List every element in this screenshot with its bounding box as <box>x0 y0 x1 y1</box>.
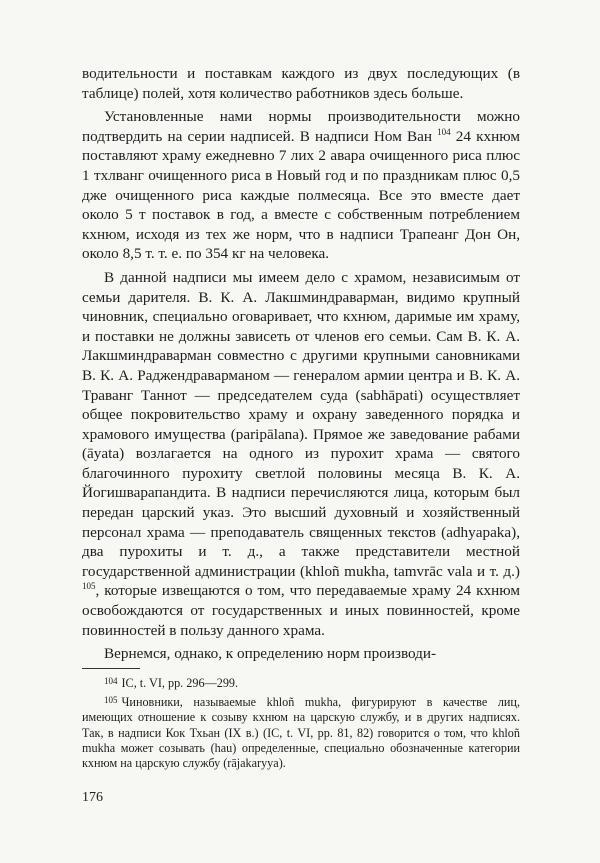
paragraph-text: Установленные нами нормы производительности можно подтвердить на серии надписей. В надписи Ном Ван <box>82 108 520 145</box>
main-text <box>82 64 520 664</box>
footnote <box>82 674 520 691</box>
footnotes <box>82 674 520 771</box>
footnote-number: 104 <box>104 676 118 686</box>
paragraph-text: В данной надписи мы имеем дело с храмом, независимым от семьи дарителя. В. К. А. Лакшминдраварман, видимо крупный чиновник, специально оговаривает, что кхнюм, даримые им храму, и поставки не должны зависеть от членов его семьи. Сам В. К. А. Лакшминдраварман совместно с другими крупными сановниками В. К. А. Раджендраварманом — генералом армии центра и В. К. А. Траванг Таннот — председателем суда (sabhāpati) осуществляет общее покровительство храму и охрану заведенного порядка и храмового имущества (paripālana). Прямое же заведование рабами (āyata) возлагается на одного из пурохит храма — святого благочинного пурохиту светлой половины месяца В. К. А. Йогишварапандита. В надписи перечисляются лица, которым был передан царский указ. Это высший духовный и хозяйственный персонал храма — преподаватель священных текстов (adhyapaka), два пурохиты и т. д., а также представители местной государственной администрации (khloñ mukha, tamvrāc vala и т. д.) <box>82 268 520 580</box>
footnote-number: 105 <box>104 695 118 706</box>
paragraph <box>82 268 520 640</box>
footnote-ref: 105 <box>82 581 96 592</box>
footnote-ref: 104 <box>437 126 451 137</box>
footnote-text: Чиновники, называемые khloñ mukha, фигурируют в качестве лиц, имеющих отношение к созыву кхнюм на царскую службу, и в других надписях. Так, в надписи Кок Тхьан (IX в.) (IC, t. VI, pp. 81, 82) говорится о том, что khloñ mukha может созывать (hau) определенные, специально обозначенные категории кхнюм на царскую службу (rājakaryya). <box>82 695 520 771</box>
footnote <box>82 693 520 771</box>
paragraph-text: водительности и поставкам каждого из двух последующих (в таблице) полей, хотя количество работников здесь больше. <box>82 65 520 102</box>
page-number: 176 <box>82 790 103 805</box>
footnote-text: IC, t. VI, pp. 296—299. <box>121 676 239 690</box>
footnote-divider <box>82 668 140 669</box>
paragraph <box>82 644 520 664</box>
paragraph-text: 24 кхнюм поставляют храму ежедневно 7 лих 2 авара очищенного риса плюс 1 тхлванг очищенного риса в Новый год и по праздникам плюс 0,5 дже очищенного риса каждые полмесяца. Все это вместе дает около 5 т поставок в год, а вместе с собственным потреблением кхнюм, исходя из тех же норм, что в надписи Трапеанг Дон Он, около 8,5 т. т. е. по 354 кг на человека. <box>82 127 521 263</box>
paragraph <box>82 107 520 264</box>
paragraph-text: Вернемся, однако, к определению норм производи- <box>104 645 437 663</box>
paragraph-text: , которые извещаются о том, что передаваемые храму 24 кхнюм освобождаются от государственных и иных повинностей, кроме повинностей в пользу данного храма. <box>82 582 520 639</box>
paragraph <box>82 64 520 103</box>
